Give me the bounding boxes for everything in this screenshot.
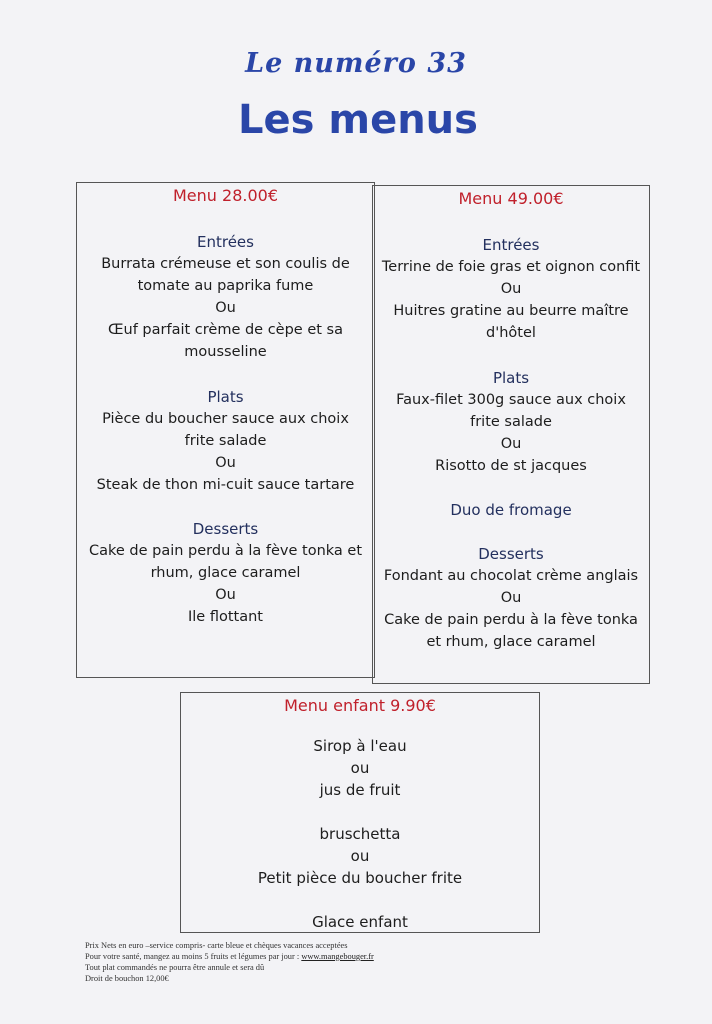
menu-title: Menu 28.00€ — [173, 186, 278, 205]
footer-line: Prix Nets en euro –service compris- carte bleue et chèques vacances acceptées — [85, 941, 348, 950]
menu-line: Glace enfant — [312, 913, 408, 931]
menu-line: Cake de pain perdu à la fève tonka — [384, 612, 638, 628]
footer-notes — [85, 940, 485, 984]
menu-line: Burrata crémeuse et son coulis de — [101, 256, 350, 272]
section-heading-fromage: Duo de fromage — [450, 501, 572, 519]
menu-line: Terrine de foie gras et oignon confit — [381, 259, 641, 275]
restaurant-name: Le numéro 33 — [245, 48, 467, 79]
menu-line: Faux-filet 300g sauce aux choix — [396, 392, 626, 408]
footer-text: Pour votre santé, mangez au moins 5 fruits et légumes par jour : — [85, 952, 302, 961]
menu-28-box — [76, 182, 375, 678]
menu-line: d'hôtel — [486, 325, 536, 341]
menu-line: Fondant au chocolat crème anglais — [383, 568, 639, 584]
page-title: Les menus — [238, 97, 478, 143]
menu-49-box — [372, 185, 650, 684]
section-heading-entrees: Entrées — [482, 236, 540, 254]
menu-line: tomate au paprika fume — [137, 278, 314, 294]
section-heading-entrees: Entrées — [197, 233, 254, 251]
menu-line: bruschetta — [319, 825, 401, 843]
menu-line: Petit pièce du boucher frite — [257, 869, 463, 887]
section-heading-desserts: Desserts — [192, 520, 259, 538]
menu-line: Steak de thon mi-cuit sauce tartare — [96, 477, 355, 493]
mangebouger-link[interactable]: www.mangebouger.fr — [301, 952, 374, 961]
menu-line: Ou — [500, 590, 522, 606]
menu-line: Ou — [215, 455, 236, 471]
menu-line: Ou — [215, 587, 236, 603]
menu-line: frite salade — [184, 433, 267, 449]
menu-line: Risotto de st jacques — [435, 458, 587, 474]
menu-line: frite salade — [470, 414, 552, 430]
menu-line: mousseline — [184, 344, 267, 360]
spacer — [181, 889, 539, 911]
menu-title: Menu 49.00€ — [458, 189, 564, 208]
menu-line: Ou — [500, 436, 522, 452]
menu-line: ou — [350, 847, 370, 865]
menu-line: Ou — [215, 300, 236, 316]
section-heading-plats: Plats — [207, 388, 244, 406]
footer-line: Tout plat commandés ne pourra être annule et sera dû — [85, 963, 265, 972]
menu-line: Pièce du boucher sauce aux choix — [102, 411, 349, 427]
menu-line: Cake de pain perdu à la fève tonka et — [88, 543, 363, 559]
kids-menu-list — [181, 735, 539, 933]
menu-line: Huitres gratine au beurre maître — [393, 303, 629, 319]
menu-line: jus de fruit — [319, 781, 401, 799]
menu-enfant-box — [180, 692, 540, 933]
menu-line: ou — [350, 759, 370, 777]
menu-line: Œuf parfait crème de cèpe et sa — [108, 322, 343, 338]
section-heading-desserts: Desserts — [478, 545, 544, 563]
menu-title: Menu enfant 9.90€ — [284, 696, 436, 715]
menu-line: Sirop à l'eau — [313, 737, 407, 755]
menu-line: et rhum, glace caramel — [426, 634, 596, 650]
menu-line: rhum, glace caramel — [150, 565, 301, 581]
section-heading-plats: Plats — [492, 369, 530, 387]
spacer — [181, 801, 539, 823]
menu-line: Ou — [500, 281, 522, 297]
footer-line — [85, 951, 485, 962]
menu-line: Ile flottant — [188, 609, 263, 625]
footer-line: Droit de bouchon 12,00€ — [85, 974, 169, 983]
